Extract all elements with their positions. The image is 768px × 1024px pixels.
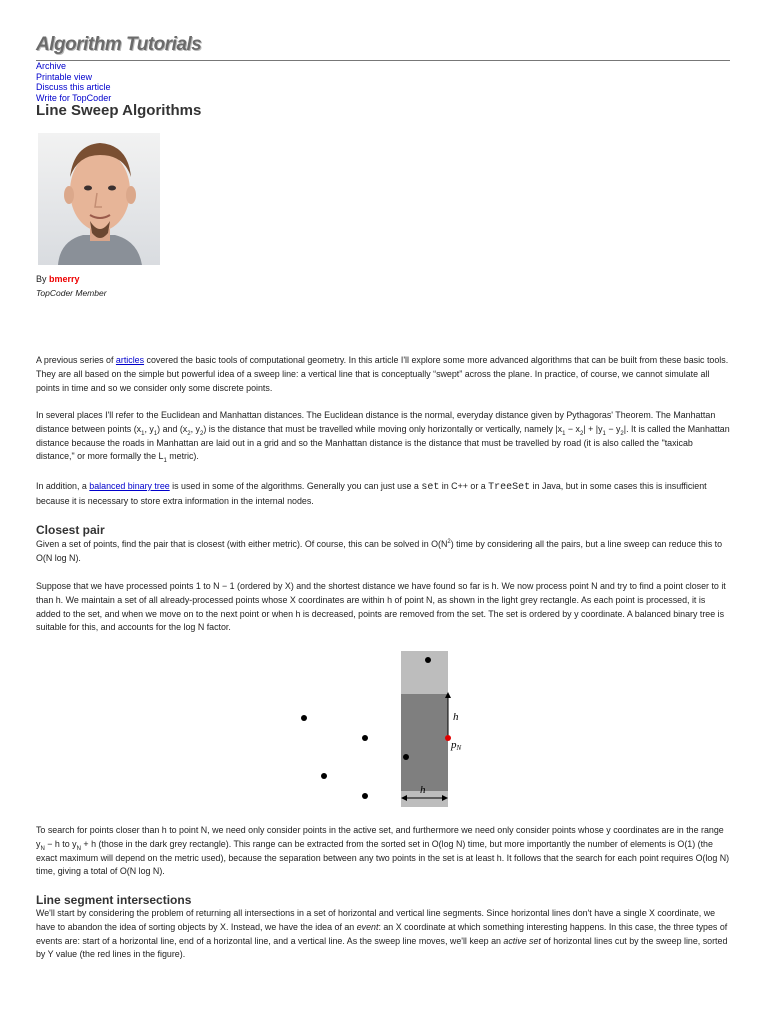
closest-pair-paragraph-1: Given a set of points, find the pair that is closest (with either metric). Of course, this can be solved in $O(N^2)$ time by considering all the pairs, but a line sweep can reduce this to O(N log N). [36, 539, 723, 563]
header-rule [36, 60, 730, 61]
search-range-rect [401, 694, 448, 791]
pn-label: pN [451, 739, 462, 752]
point [301, 715, 307, 721]
closest-pair-figure [290, 648, 480, 810]
author-link[interactable]: bmerry [49, 274, 80, 284]
intro-paragraph-1: A previous series of articles covered the basic tools of computational geometry. In this article I'll explore some more advanced algorithms that can be built from these basic tools. They are all based on the simple but powerful idea of a sweep line: a vertical line that is conceptually “swept” across the plane. In practice, of course, we cannot simulate all points in time and so we consider only some discrete points. [36, 355, 729, 393]
site-logo[interactable]: Algorithm Tutorials [36, 34, 202, 55]
h-label-vertical: h [453, 711, 459, 723]
line-segment-paragraph-1: We'll start by considering the problem of returning all intersections in a set of horizontal and vertical line segments. Since horizontal lines don't have a single X coordinate, we have to abandon the idea of sorting objects by X. Instead, we have the idea of an event: an X coordinate at which something interesting happens. In this case, the three types of events are: start of a horizontal line, end of a horizontal line, and a vertical line. As the sweep line moves, we'll keep an active set of horizontal lines cut by the sweep line, sorted by Y value (the red lines in the figure). [36, 908, 728, 960]
balanced-binary-tree-link[interactable]: balanced binary tree [89, 481, 170, 491]
page-title: Line Sweep Algorithms [36, 102, 202, 119]
point [362, 735, 368, 741]
point [321, 773, 327, 779]
point [425, 657, 431, 663]
write-for-topcoder-link[interactable]: Write for TopCoder [36, 92, 112, 103]
printable-view-link[interactable]: Printable view [36, 71, 93, 82]
archive-link[interactable]: Archive [36, 61, 67, 71]
articles-link[interactable]: articles [115, 355, 145, 365]
author-photo [38, 133, 160, 265]
line-segment-heading: Line segment intersections [36, 893, 192, 907]
closest-pair-paragraph-3: To search for points closer than h to point N, we need only consider points in the active set, and furthermore we need only consider points whose y coordinates are in the range $y_N - h$ to $y_N + h$ (those in the dark grey rectangle). This range can be extracted from the sorted set in O(log N) time, but more importantly the number of elements is O(1) (the exact maximum will depend on the metric used), because the separation between any two points in the set is at least h. It follows that the search for each point requires O(log N) time, giving a total of O(N log N). [36, 825, 730, 877]
byline [36, 274, 80, 284]
closest-pair-paragraph-2: Suppose that we have processed points 1 to N − 1 (ordered by X) and the shortest distance we have found so far is h. We now process point N and try to find a point closer to it than h. We maintain a set of all already-processed points whose X coordinates are within h of point N, as shown in the light grey rectangle. As each point is processed, it is added to the set, and when we move on to the next point or when h is decreased, points are removed from the set. The set is ordered by y coordinate. A balanced binary tree is suitable for this, and accounts for the log N factor. [36, 581, 726, 633]
author-role: TopCoder Member [36, 288, 107, 298]
intro-paragraph-2: In several places I'll refer to the Euclidean and Manhattan distances. The Euclidean distance is the normal, everyday distance given by Pythagoras' Theorem. The Manhattan distance between points ($x_1$, $y_1$) and ($x_2$, $y_2$) is the distance that must be travelled while moving only horizontally or vertically, namely $|x_1 - x_2| + |y_1 - y_2|$. It is called the Manhattan distance because the roads in Manhattan are laid out in a grid and so the Manhattan distance is the distance that must be travelled by road (it is also called the "taxicab distance," or more formally the $L_1$ metric). [36, 410, 730, 465]
closest-pair-heading: Closest pair [36, 523, 105, 537]
point [362, 793, 368, 799]
h-label-horizontal: h [420, 784, 426, 796]
point [403, 754, 409, 760]
discuss-link[interactable]: Discuss this article [36, 82, 111, 92]
article-nav [36, 61, 111, 103]
intro-paragraph-3: In addition, a balanced binary tree is used in some of the algorithms. Generally you can just use a set in C++ or a TreeSet in Java, but in some cases this is insufficient because it is necessary to store extra information in the internal nodes. [36, 481, 707, 506]
by-label: By [36, 274, 47, 284]
